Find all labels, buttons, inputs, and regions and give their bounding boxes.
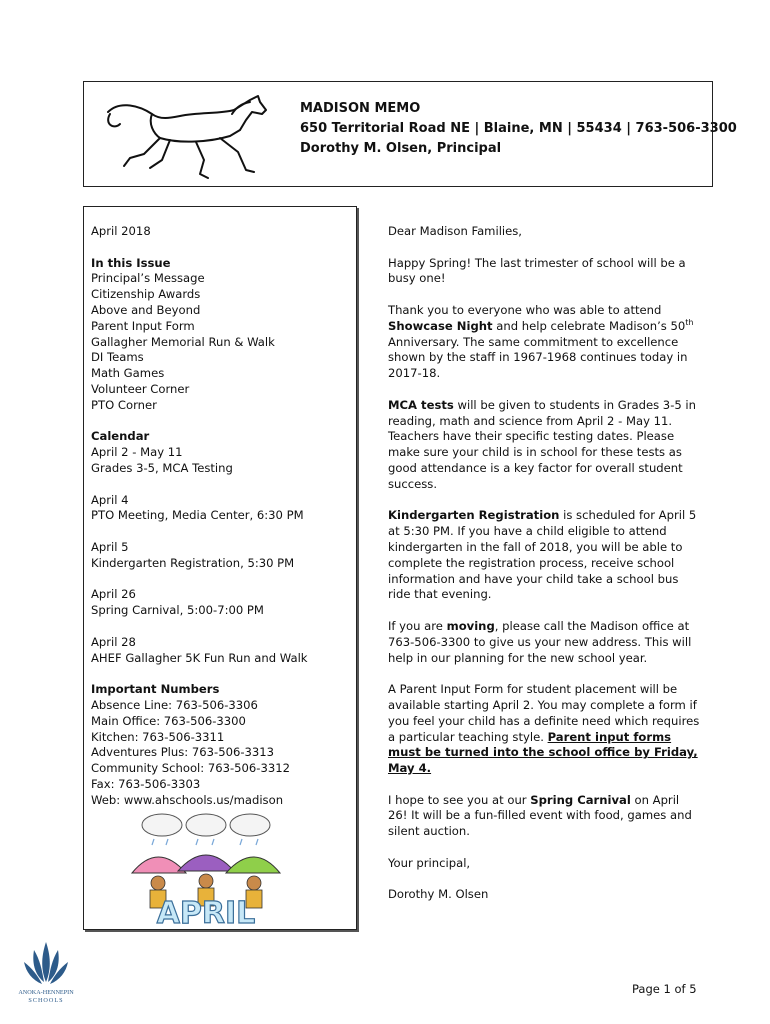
issue-item: Parent Input Form [91, 318, 195, 333]
calendar-event: Spring Carnival, 5:00-7:00 PM [91, 603, 264, 618]
issue-date: April 2018 [91, 224, 151, 238]
page-number: Page 1 of 5 [632, 982, 697, 996]
issue-item: Gallagher Memorial Run & Walk [91, 334, 275, 349]
letter-greeting: Dear Madison Families, [388, 224, 522, 238]
letter-paragraph: MCA tests will be given to students in Grades 3-5 in reading, math and science from April 2 - May 11. Teachers have their specific testing dates. Please make sure your child is in school for these tests as good attendance is a key factor for overall student success. [388, 397, 697, 491]
phone-number: Kitchen: 763-506-3311 [91, 729, 225, 744]
issue-item: Above and Beyond [91, 302, 201, 317]
school-address: 650 Territorial Road NE | Blaine, MN | 55434 | 763-506-3300 [300, 121, 737, 136]
phone-number: Fax: 763-506-3303 [91, 776, 201, 791]
letter-closing: Your principal, [388, 855, 471, 870]
phone-number: Adventures Plus: 763-506-3313 [91, 745, 275, 760]
header-box [83, 81, 737, 187]
letter-signature: Dorothy M. Olsen [388, 887, 489, 902]
issue-item: Volunteer Corner [91, 381, 190, 396]
logo-line1: ANOKA-HENNEPIN [18, 989, 74, 996]
calendar-date: April 5 [91, 539, 129, 554]
calendar-date: April 2 - May 11 [91, 445, 183, 460]
logo-line2: SCHOOLS [28, 997, 64, 1004]
april-umbrellas-clipart [128, 811, 284, 929]
principal-letter [388, 224, 700, 919]
principal-name: Dorothy M. Olsen, Principal [300, 141, 502, 156]
april-art-text: APRIL [156, 896, 256, 929]
issue-item: DI Teams [91, 350, 144, 365]
sidebar [83, 206, 357, 930]
letter-paragraph: If you are moving, please call the Madison office at 763-506-3300 to give us your new address. This will help in our planning for the new school year. [388, 618, 692, 665]
header-text [300, 99, 737, 159]
in-this-issue-heading: In this Issue [91, 255, 171, 270]
horse-logo-icon [100, 90, 270, 182]
calendar-event: Grades 3-5, MCA Testing [91, 460, 233, 475]
calendar-event: Kindergarten Registration, 5:30 PM [91, 555, 295, 570]
important-numbers-heading: Important Numbers [91, 682, 220, 697]
issue-item: Math Games [91, 366, 165, 381]
phone-number: Community School: 763-506-3312 [91, 761, 290, 776]
website-link[interactable]: Web: www.ahschools.us/madison [91, 792, 284, 807]
letter-paragraph: Thank you to everyone who was able to attend Showcase Night and help celebrate Madison’s 50th Anniversary. The same commitment to excellence shown by the staff in 1967-1968 continues today in 2017-18. [388, 302, 694, 381]
phone-number: Main Office: 763-506-3300 [91, 713, 246, 728]
calendar-heading: Calendar [91, 429, 150, 444]
calendar-date: April 4 [91, 492, 129, 507]
letter-paragraph: I hope to see you at our Spring Carnival on April 26! It will be a fun-filled event with food, games and silent auction. [388, 792, 692, 839]
anoka-hennepin-logo-icon [16, 938, 76, 1004]
memo-title: MADISON MEMO [300, 101, 421, 116]
calendar-date: April 28 [91, 634, 136, 649]
phone-number: Absence Line: 763-506-3306 [91, 697, 258, 712]
issue-item: PTO Corner [91, 397, 157, 412]
calendar-date: April 26 [91, 587, 136, 602]
letter-paragraph: A Parent Input Form for student placement will be available starting April 2. You may complete a form if you feel your child has a definite need which requires a particular teaching style. Parent input forms must be turned into the school office by Friday, May 4. [388, 682, 700, 776]
calendar-event: PTO Meeting, Media Center, 6:30 PM [91, 508, 304, 523]
letter-paragraph: Happy Spring! The last trimester of school will be a busy one! [388, 255, 686, 286]
issue-item: Principal’s Message [91, 271, 205, 286]
letter-paragraph: Kindergarten Registration is scheduled for April 5 at 5:30 PM. If you have a child eligible to attend kindergarten in the fall of 2018, you will be able to complete the registration process, receive school information and have your child take a school bus ride that evening. [388, 508, 697, 602]
issue-item: Citizenship Awards [91, 287, 201, 302]
calendar-event: AHEF Gallagher 5K Fun Run and Walk [91, 650, 308, 665]
